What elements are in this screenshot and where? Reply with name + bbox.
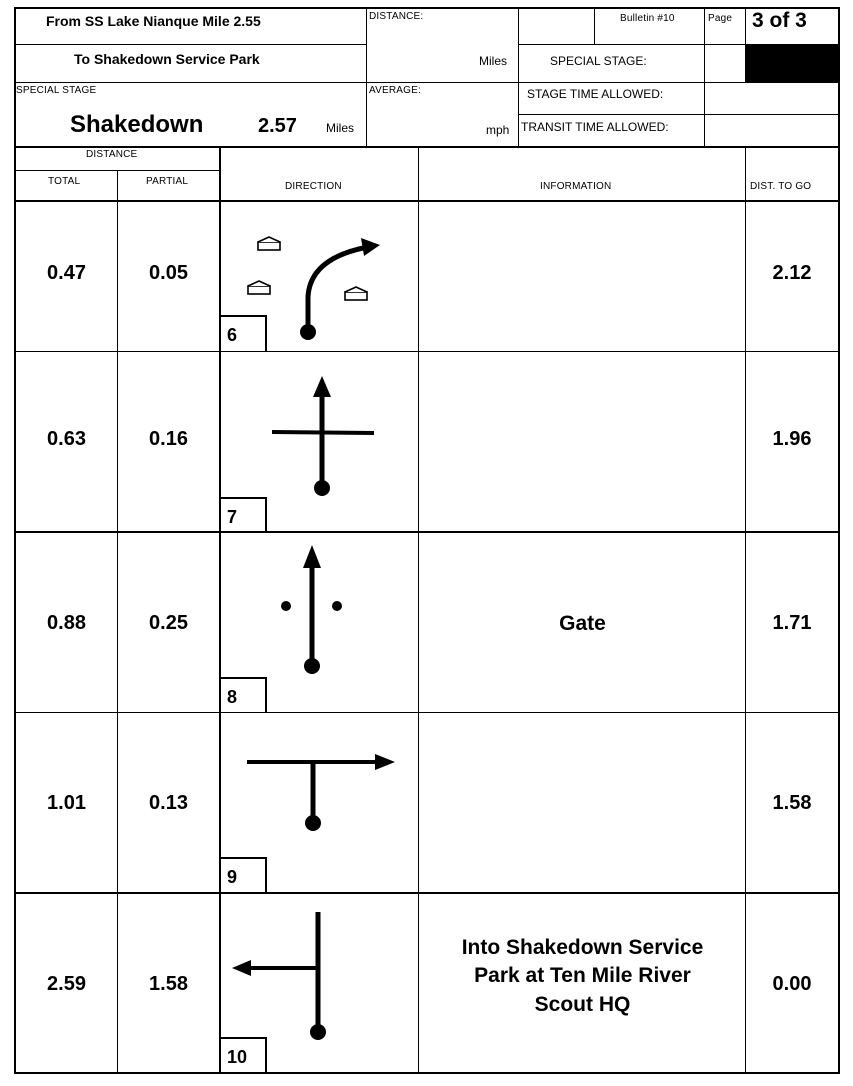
dist-to-go: 2.12 [772,262,812,284]
col-direction: DIRECTION [285,181,342,192]
page-label: Page [708,13,733,24]
dist-to-go: 1.58 [772,792,812,814]
instruction-number: 9 [221,857,267,893]
bulletin-label: Bulletin #10 [620,13,675,24]
col-total: TOTAL [48,176,81,187]
page-number: 3 of 3 [752,9,807,32]
partial-distance: 0.05 [149,262,188,284]
special-stage-label: SPECIAL STAGE [16,85,97,96]
distance-unit: Miles [479,54,508,68]
average-label: AVERAGE: [369,85,421,96]
instruction-number: 10 [221,1037,267,1073]
partial-distance: 0.16 [149,428,188,450]
col-partial: PARTIAL [146,176,189,187]
total-distance: 2.59 [47,973,86,995]
instruction-number: 7 [221,497,267,533]
special-stage-colon-label: SPECIAL STAGE: [550,54,647,68]
t-junction-left-arrow-icon [220,894,420,1074]
crossroads-straight-arrow-icon [220,352,420,532]
total-distance: 0.88 [47,612,86,634]
curve-right-arrow-with-houses-icon [220,202,420,352]
instruction-number: 8 [221,677,267,713]
partial-distance: 0.13 [149,792,188,814]
stage-distance: 2.57 [258,115,297,137]
stage-distance-unit: Miles [326,121,355,135]
information-line: Gate [559,612,606,635]
information-text [420,610,745,638]
stage-time-allowed-label: STAGE TIME ALLOWED: [527,87,664,101]
total-distance: 0.47 [47,262,86,284]
total-distance: 0.63 [47,428,86,450]
partial-distance: 1.58 [149,973,188,995]
total-distance: 1.01 [47,792,86,814]
col-dist-to-go: DIST. TO GO [750,181,812,192]
information-line: Scout HQ [534,992,631,1016]
information-text [420,934,745,1019]
dist-to-go: 1.96 [772,428,812,450]
information-line: Into Shakedown Service [461,936,704,959]
instruction-number: 6 [221,315,267,351]
stage-name: Shakedown [70,111,204,138]
col-information: INFORMATION [540,181,612,192]
special-stage-black-box [745,45,840,82]
gate-straight-arrow-icon [220,533,420,713]
information-line: Park at Ten Mile River [474,964,691,988]
transit-time-allowed-label: TRANSIT TIME ALLOWED: [521,120,669,134]
dist-to-go: 0.00 [772,973,812,995]
dist-to-go: 1.71 [772,612,812,634]
distance-label: DISTANCE: [369,11,424,22]
partial-distance: 0.25 [149,612,188,634]
from-label: From SS Lake Nianque Mile 2.55 [46,13,261,29]
average-unit: mph [486,123,510,137]
t-junction-right-arrow-icon [220,713,420,893]
to-label: To Shakedown Service Park [74,51,260,67]
col-distance: DISTANCE [86,149,138,160]
